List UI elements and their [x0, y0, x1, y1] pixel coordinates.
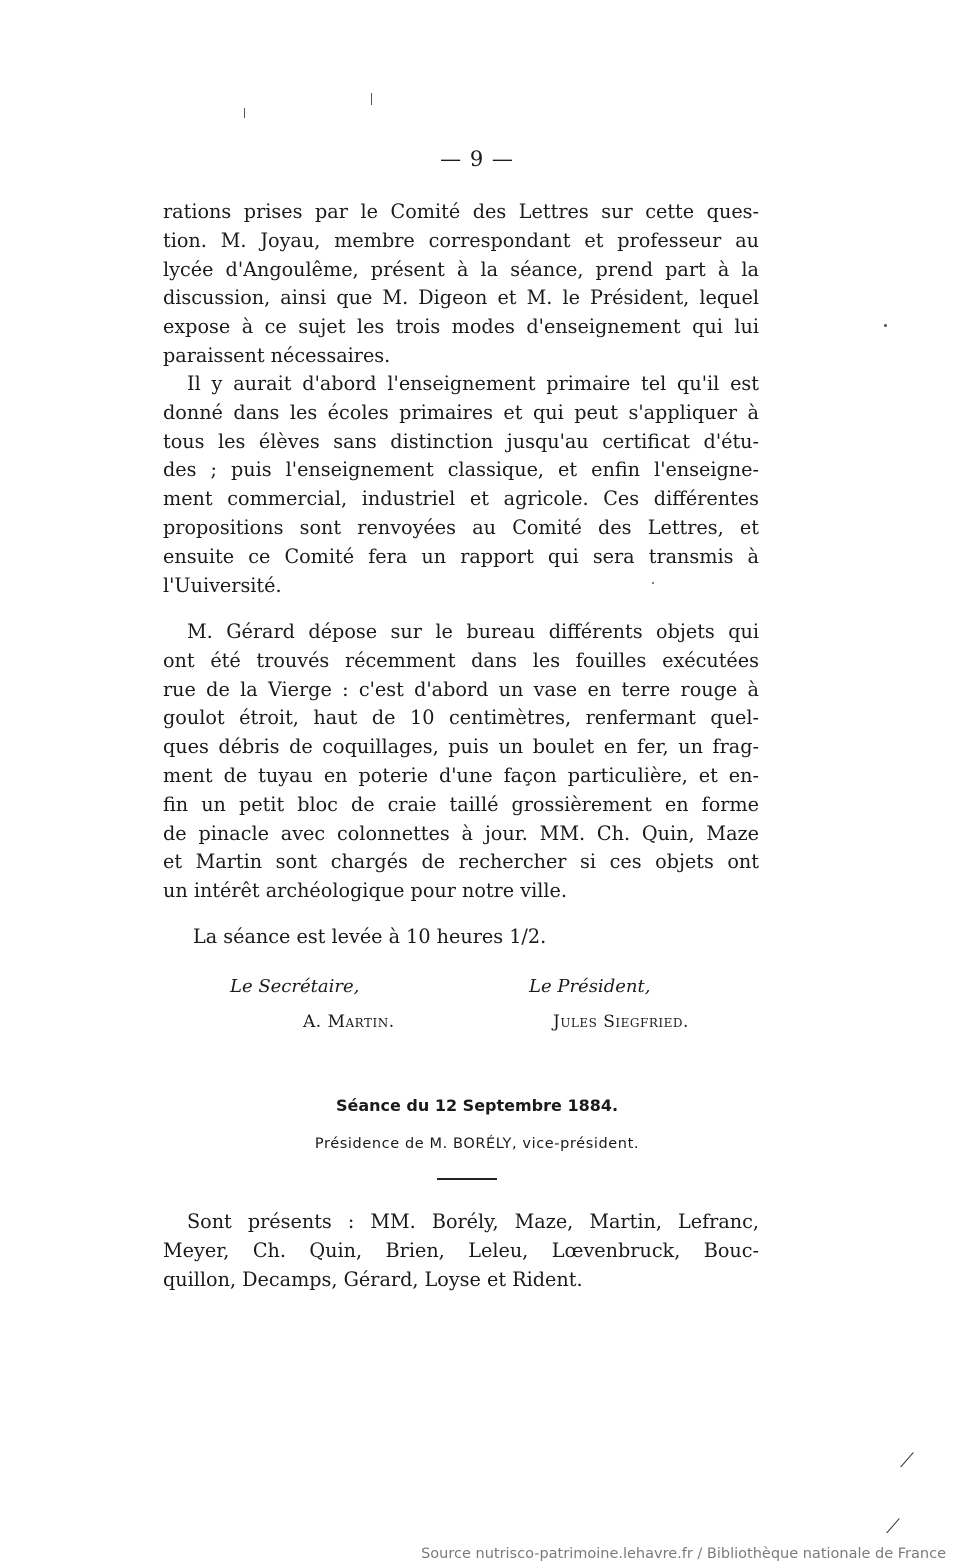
scan-speck	[371, 93, 372, 105]
session-heading: Séance du 12 Septembre 1884.	[335, 1096, 619, 1115]
text-line: et Martin sont chargés de rechercher si ces objets ont	[163, 850, 759, 874]
text-line: un intérêt archéologique pour notre ville.	[163, 879, 567, 903]
text-line: Meyer, Ch. Quin, Brien, Leleu, Lœvenbruck, Bouc-	[163, 1238, 759, 1262]
scan-mark: ⟋	[900, 1448, 914, 1472]
paragraph-committee-discussion	[163, 198, 759, 371]
text-line: lycée d'Angoulême, présent à la séance, prend part à la	[163, 257, 759, 281]
text-line: ensuite ce Comité fera un rapport qui sera transmis à	[163, 544, 759, 568]
text-line: Il y aurait d'abord l'enseignement primaire tel qu'il est	[187, 372, 759, 395]
text-line: rations prises par le Comité des Lettres sur cette ques-	[163, 200, 759, 223]
text-line: ques débris de coquillages, puis un boulet en fer, un frag-	[163, 735, 759, 759]
text-line: M. Gérard dépose sur le bureau différents objets qui	[187, 620, 759, 643]
page-number-text: — 9 —	[440, 147, 514, 171]
text-line: rue de la Vierge : c'est d'abord un vase en terre rouge à	[163, 677, 759, 701]
text-line: ont été trouvés récemment dans les fouilles exécutées	[163, 648, 759, 672]
scan-mark: ⟋	[886, 1514, 900, 1538]
text-line: donné dans les écoles primaires et qui peut s'appliquer à	[163, 400, 759, 424]
closing-statement: La séance est levée à 10 heures 1/2.	[193, 925, 547, 948]
source-attribution: Source nutrisco-patrimoine.lehavre.fr / Bibliothèque nationale de France	[421, 1546, 946, 1562]
text-line: quillon, Decamps, Gérard, Loyse et Rident.	[163, 1267, 583, 1291]
scan-speck	[652, 582, 654, 584]
text-line: ment de tuyau en poterie d'une façon particulière, et en-	[163, 763, 759, 787]
scan-speck	[244, 108, 245, 118]
session-presidency: Présidence de M. BORÉLY, vice-président.	[314, 1136, 640, 1152]
section-divider	[437, 1178, 497, 1180]
paragraph-archaeological-finds	[163, 618, 759, 906]
paragraph-attendees	[163, 1208, 759, 1294]
text-line: goulot étroit, haut de 10 centimètres, renfermant quel-	[163, 706, 759, 730]
page-number	[0, 147, 954, 171]
text-line: l'Uuiversité.	[163, 573, 282, 597]
text-line: Sont présents : MM. Borély, Maze, Martin, Lefranc,	[187, 1210, 759, 1233]
secretary-title: Le Secrétaire,	[230, 976, 360, 997]
paragraph-teaching-modes	[163, 370, 759, 600]
president-name: Jules Siegfried.	[553, 1012, 689, 1032]
text-line: discussion, ainsi que M. Digeon et M. le Président, lequel	[163, 286, 759, 310]
president-title: Le Président,	[529, 976, 651, 997]
text-line: propositions sont renvoyées au Comité des Lettres, et	[163, 515, 759, 539]
text-line: ment commercial, industriel et agricole. Ces différentes	[163, 487, 759, 511]
text-line: fin un petit bloc de craie taillé grossièrement en forme	[163, 792, 759, 816]
scan-speck	[884, 324, 887, 327]
text-line: expose à ce sujet les trois modes d'enseignement qui lui	[163, 315, 759, 339]
text-line: tion. M. Joyau, membre correspondant et professeur au	[163, 228, 759, 252]
text-line: des ; puis l'enseignement classique, et enfin l'enseigne-	[163, 458, 759, 482]
secretary-name: A. Martin.	[303, 1012, 395, 1032]
text-line: tous les élèves sans distinction jusqu'au certificat d'étu-	[163, 429, 759, 453]
text-line: de pinacle avec colonnettes à jour. MM. Ch. Quin, Maze	[163, 821, 759, 845]
text-line: paraissent nécessaires.	[163, 343, 391, 367]
